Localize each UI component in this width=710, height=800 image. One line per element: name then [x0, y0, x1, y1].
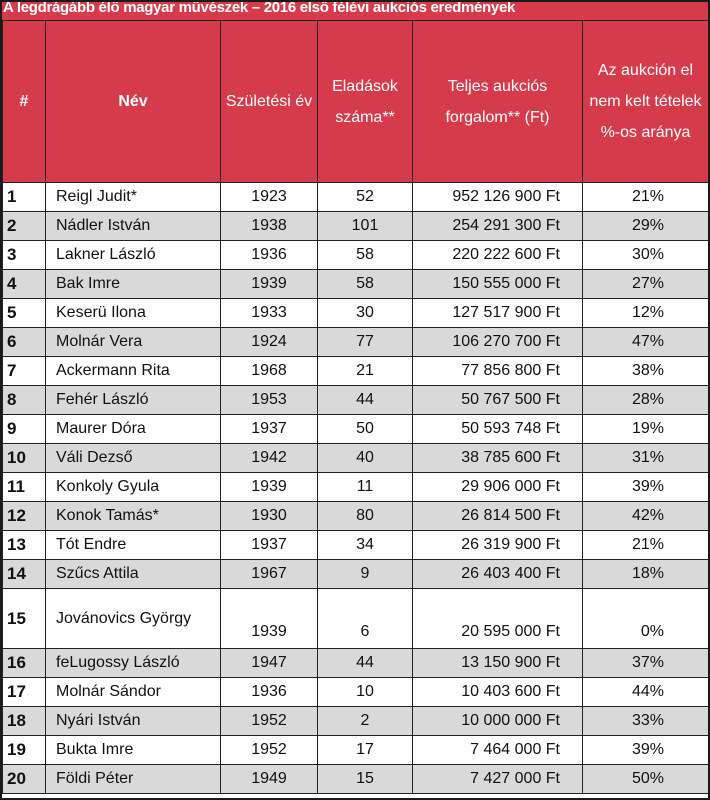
artist-name: Fehér László	[46, 386, 221, 415]
table-row	[3, 531, 709, 560]
row-number: 13	[3, 531, 46, 560]
unsold-percent: 27%	[583, 270, 709, 299]
artist-name: Jovánovics György	[46, 589, 221, 649]
sales-count: 58	[318, 241, 413, 270]
table-row	[3, 299, 709, 328]
total-turnover: 26 814 500 Ft	[413, 502, 583, 531]
sales-count: 80	[318, 502, 413, 531]
birth-year: 1924	[221, 328, 318, 357]
total-turnover: 50 593 748 Ft	[413, 415, 583, 444]
table-row	[3, 183, 709, 212]
total-turnover: 150 555 000 Ft	[413, 270, 583, 299]
sales-count: 101	[318, 212, 413, 241]
sales-count: 77	[318, 328, 413, 357]
row-number: 20	[3, 765, 46, 794]
sales-count: 6	[318, 589, 413, 649]
total-turnover: 10 403 600 Ft	[413, 678, 583, 707]
total-turnover: 220 222 600 Ft	[413, 241, 583, 270]
total-turnover: 13 150 900 Ft	[413, 649, 583, 678]
birth-year: 1952	[221, 707, 318, 736]
birth-year: 1942	[221, 444, 318, 473]
total-turnover: 7 464 000 Ft	[413, 736, 583, 765]
artist-name: Szűcs Attila	[46, 560, 221, 589]
total-turnover: 20 595 000 Ft	[413, 589, 583, 649]
sales-count: 44	[318, 386, 413, 415]
unsold-percent: 33%	[583, 707, 709, 736]
table-row	[3, 415, 709, 444]
birth-year: 1930	[221, 502, 318, 531]
birth-year: 1936	[221, 241, 318, 270]
birth-year: 1939	[221, 589, 318, 649]
auction-table	[2, 20, 709, 794]
total-turnover: 127 517 900 Ft	[413, 299, 583, 328]
total-turnover: 952 126 900 Ft	[413, 183, 583, 212]
table-row	[3, 765, 709, 794]
birth-year: 1953	[221, 386, 318, 415]
birth-year: 1968	[221, 357, 318, 386]
row-number: 7	[3, 357, 46, 386]
unsold-percent: 21%	[583, 531, 709, 560]
row-number: 1	[3, 183, 46, 212]
col-header-sales-text: Eladások száma**	[332, 77, 398, 126]
total-turnover: 29 906 000 Ft	[413, 473, 583, 502]
artist-name: Nádler István	[46, 212, 221, 241]
col-header-turnover	[413, 21, 583, 183]
total-turnover: 7 427 000 Ft	[413, 765, 583, 794]
sales-count: 52	[318, 183, 413, 212]
artist-name: Maurer Dóra	[46, 415, 221, 444]
artist-name: feLugossy László	[46, 649, 221, 678]
artist-name: Molnár Vera	[46, 328, 221, 357]
row-number: 2	[3, 212, 46, 241]
artist-name: Molnár Sándor	[46, 678, 221, 707]
birth-year: 1938	[221, 212, 318, 241]
artist-name: Konok Tamás*	[46, 502, 221, 531]
sales-count: 34	[318, 531, 413, 560]
birth-year: 1939	[221, 270, 318, 299]
sales-count: 44	[318, 649, 413, 678]
header-row	[3, 21, 709, 183]
sales-count: 58	[318, 270, 413, 299]
row-number: 6	[3, 328, 46, 357]
birth-year: 1923	[221, 183, 318, 212]
table-row	[3, 212, 709, 241]
unsold-percent: 47%	[583, 328, 709, 357]
row-number: 12	[3, 502, 46, 531]
total-turnover: 254 291 300 Ft	[413, 212, 583, 241]
unsold-percent: 37%	[583, 649, 709, 678]
artist-name: Keserü Ilona	[46, 299, 221, 328]
unsold-percent: 31%	[583, 444, 709, 473]
artist-name: Tót Endre	[46, 531, 221, 560]
unsold-percent: 12%	[583, 299, 709, 328]
table-body	[3, 183, 709, 794]
row-number: 4	[3, 270, 46, 299]
row-number: 9	[3, 415, 46, 444]
table-row	[3, 736, 709, 765]
table-title: A legdrágább élő magyar művészek – 2016 első félévi aukciós eredmények	[2, 2, 709, 20]
sales-count: 10	[318, 678, 413, 707]
unsold-percent: 38%	[583, 357, 709, 386]
table-row	[3, 649, 709, 678]
artist-name: Ackermann Rita	[46, 357, 221, 386]
unsold-percent: 30%	[583, 241, 709, 270]
sales-count: 40	[318, 444, 413, 473]
birth-year: 1952	[221, 736, 318, 765]
unsold-percent: 0%	[583, 589, 709, 649]
row-number: 19	[3, 736, 46, 765]
col-header-unsold	[583, 21, 709, 183]
col-header-sales	[318, 21, 413, 183]
total-turnover: 10 000 000 Ft	[413, 707, 583, 736]
table-row	[3, 473, 709, 502]
artist-name: Reigl Judit*	[46, 183, 221, 212]
unsold-percent: 21%	[583, 183, 709, 212]
birth-year: 1967	[221, 560, 318, 589]
row-number: 14	[3, 560, 46, 589]
row-number: 17	[3, 678, 46, 707]
col-header-num: #	[3, 21, 46, 183]
total-turnover: 26 319 900 Ft	[413, 531, 583, 560]
birth-year: 1937	[221, 531, 318, 560]
col-header-unsold-text: Az aukción el nem kelt tételek %-os aránya	[589, 62, 702, 141]
unsold-percent: 39%	[583, 473, 709, 502]
total-turnover: 77 856 800 Ft	[413, 357, 583, 386]
sales-count: 50	[318, 415, 413, 444]
row-number: 5	[3, 299, 46, 328]
row-number: 16	[3, 649, 46, 678]
birth-year: 1933	[221, 299, 318, 328]
sales-count: 30	[318, 299, 413, 328]
artist-name: Földi Péter	[46, 765, 221, 794]
sales-count: 11	[318, 473, 413, 502]
birth-year: 1937	[221, 415, 318, 444]
total-turnover: 38 785 600 Ft	[413, 444, 583, 473]
row-number: 15	[3, 589, 46, 649]
sales-count: 15	[318, 765, 413, 794]
sales-count: 21	[318, 357, 413, 386]
table-row	[3, 678, 709, 707]
row-number: 8	[3, 386, 46, 415]
sales-count: 9	[318, 560, 413, 589]
row-number: 18	[3, 707, 46, 736]
col-header-turnover-text: Teljes aukciós forgalom** (Ft)	[445, 77, 550, 126]
col-header-birth	[221, 21, 318, 183]
table-row	[3, 707, 709, 736]
table-row	[3, 444, 709, 473]
sales-count: 2	[318, 707, 413, 736]
table-row	[3, 270, 709, 299]
table-row	[3, 560, 709, 589]
table-row	[3, 357, 709, 386]
row-number: 11	[3, 473, 46, 502]
total-turnover: 106 270 700 Ft	[413, 328, 583, 357]
artist-name: Bukta Imre	[46, 736, 221, 765]
birth-year: 1947	[221, 649, 318, 678]
birth-year: 1936	[221, 678, 318, 707]
table-row	[3, 386, 709, 415]
row-number: 3	[3, 241, 46, 270]
unsold-percent: 42%	[583, 502, 709, 531]
birth-year: 1949	[221, 765, 318, 794]
unsold-percent: 44%	[583, 678, 709, 707]
unsold-percent: 50%	[583, 765, 709, 794]
artist-name: Nyári István	[46, 707, 221, 736]
col-header-birth-text: Születési év	[225, 93, 313, 110]
birth-year: 1939	[221, 473, 318, 502]
artist-name: Bak Imre	[46, 270, 221, 299]
unsold-percent: 39%	[583, 736, 709, 765]
unsold-percent: 18%	[583, 560, 709, 589]
row-number: 10	[3, 444, 46, 473]
artist-name: Konkoly Gyula	[46, 473, 221, 502]
col-header-name: Név	[46, 21, 221, 183]
unsold-percent: 28%	[583, 386, 709, 415]
unsold-percent: 29%	[583, 212, 709, 241]
table-row	[3, 502, 709, 531]
table-row	[3, 328, 709, 357]
sales-count: 17	[318, 736, 413, 765]
total-turnover: 26 403 400 Ft	[413, 560, 583, 589]
artist-name: Váli Dezső	[46, 444, 221, 473]
total-turnover: 50 767 500 Ft	[413, 386, 583, 415]
artist-name: Lakner László	[46, 241, 221, 270]
table-row	[3, 241, 709, 270]
table-row	[3, 589, 709, 649]
unsold-percent: 19%	[583, 415, 709, 444]
